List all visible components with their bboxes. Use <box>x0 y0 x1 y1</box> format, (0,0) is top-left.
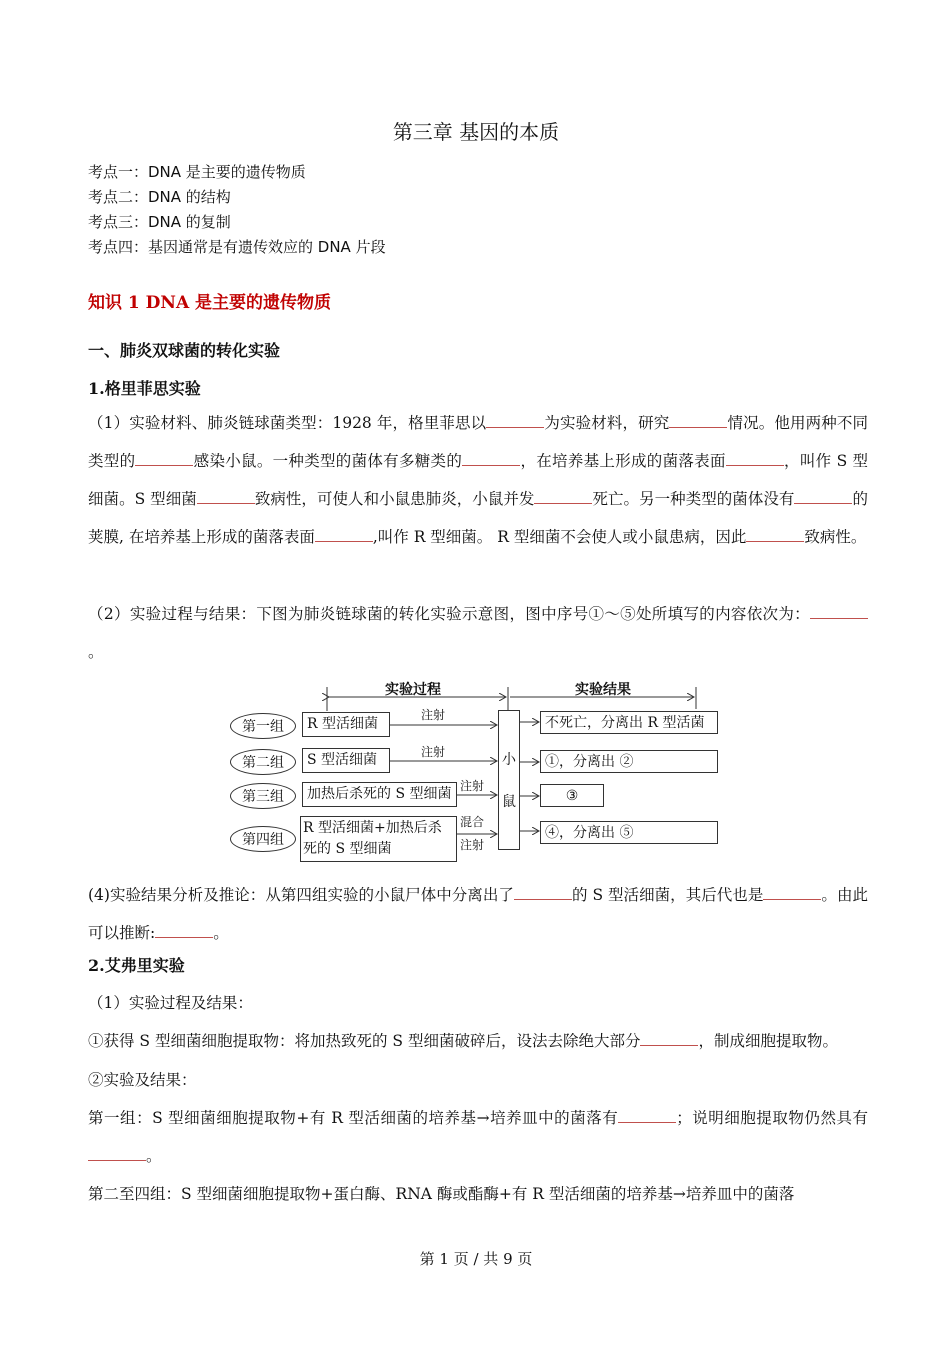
paragraph-text: 的 S 型活细菌，其后代也是 <box>571 886 764 904</box>
fill-blank[interactable] <box>726 451 784 466</box>
paragraph-text: 。 <box>146 1147 162 1165</box>
result-box: ③ <box>540 784 604 807</box>
fill-blank[interactable] <box>88 1146 146 1161</box>
mouse-label: 鼠 <box>502 794 516 810</box>
paragraph-text: ，制成细胞提取物。 <box>698 1032 838 1050</box>
input-box: R 型活细菌+加热后杀死的 S 型细菌 <box>300 816 457 862</box>
group-label: 第二组 <box>230 749 296 775</box>
inject-label: 注射 <box>460 779 485 793</box>
toc-item: 考点二：DNA 的结构 <box>88 188 231 206</box>
result-box: ①，分离出 ② <box>540 750 718 773</box>
paragraph-text: 。由此可以推断: <box>88 886 868 942</box>
paragraph-text: ；说明细胞提取物仍然具有 <box>676 1109 868 1127</box>
paragraph <box>88 1061 868 1099</box>
mix-label: 混合 <box>460 815 485 829</box>
fill-blank[interactable] <box>810 604 868 619</box>
result-box: ④，分离出 ⑤ <box>540 821 718 844</box>
paragraph-text: 。 <box>213 924 229 942</box>
inject-label: 注射 <box>421 745 446 759</box>
paragraph-text: ，在培养基上形成的菌落表面 <box>520 452 726 470</box>
paragraph-text: 第二至四组：S 型细菌细胞提取物+蛋白酶、RNA 酶或酯酶+有 R 型活细菌的培养基→培养皿中的菌落 <box>88 1185 795 1203</box>
result-box: 不死亡，分离出 R 型活菌 <box>540 711 718 734</box>
paragraph <box>88 1175 868 1213</box>
paragraph-text: ，叫作 S 型细菌。S 型细菌 <box>88 452 868 508</box>
subsection-heading: 2.艾弗里实验 <box>88 956 185 975</box>
paragraph-text: （2）实验过程与结果：下图为肺炎链球菌的转化实验示意图，图中序号①～⑤处所填写的内容依次为： <box>88 605 810 623</box>
paragraph-text: 致病性。 <box>804 528 867 546</box>
paragraph <box>88 404 868 556</box>
fill-blank[interactable] <box>135 451 193 466</box>
group-label: 第一组 <box>230 713 296 739</box>
fill-blank[interactable] <box>486 413 544 428</box>
transformation-diagram <box>225 675 725 865</box>
paragraph <box>88 984 868 1022</box>
paragraph-text: (4)实验结果分析及推论：从第四组实验的小鼠尸体中分离出了 <box>88 886 514 904</box>
paragraph <box>88 1099 868 1175</box>
paragraph-text: （1）实验材料、肺炎链球菌类型：1928 年，格里菲思以 <box>88 414 487 432</box>
toc-item: 考点三：DNA 的复制 <box>88 213 231 231</box>
fill-blank[interactable] <box>669 413 727 428</box>
paragraph-text: 感染小鼠。一种类型的菌体有多糖类的 <box>193 452 463 470</box>
toc-item: 考点四：基因通常是有遗传效应的 DNA 片段 <box>88 238 386 256</box>
fill-blank[interactable] <box>462 451 520 466</box>
fill-blank[interactable] <box>763 885 821 900</box>
paragraph <box>88 876 868 952</box>
process-header: 实验过程 <box>385 682 441 698</box>
fill-blank[interactable] <box>315 527 373 542</box>
inject-label: 注射 <box>421 708 446 722</box>
inject-label: 注射 <box>460 838 485 852</box>
fill-blank[interactable] <box>618 1108 676 1123</box>
paragraph-text: ①获得 S 型细菌细胞提取物：将加热致死的 S 型细菌破碎后，设法去除绝大部分 <box>88 1032 641 1050</box>
paragraph <box>88 595 868 671</box>
section-heading: 一、肺炎双球菌的转化实验 <box>88 341 281 360</box>
paragraph-text: 的荚膜, 在培养基上形成的菌落表面 <box>88 490 868 546</box>
paragraph-text: 情况。他用两种不同类型的 <box>88 414 868 470</box>
mouse-box <box>498 710 520 850</box>
group-label: 第四组 <box>230 826 296 852</box>
paragraph-text: 。 <box>88 643 104 661</box>
paragraph-text: 致病性，可使人和小鼠患肺炎，小鼠并发 <box>254 490 535 508</box>
result-header: 实验结果 <box>575 682 631 698</box>
knowledge-heading: 知识 1 DNA 是主要的遗传物质 <box>88 293 332 313</box>
mouse-label: 小 <box>502 752 516 768</box>
fill-blank[interactable] <box>155 923 213 938</box>
input-box: R 型活细菌 <box>302 712 390 737</box>
subsection-heading: 1.格里菲思实验 <box>88 379 201 398</box>
toc-item: 考点一：DNA 是主要的遗传物质 <box>88 163 306 181</box>
paragraph-text: ,叫作 R 型细菌。 R 型细菌不会使人或小鼠患病，因此 <box>372 528 747 546</box>
paragraph-text: （1）实验过程及结果： <box>88 994 253 1012</box>
fill-blank[interactable] <box>640 1031 698 1046</box>
fill-blank[interactable] <box>197 489 255 504</box>
group-label: 第三组 <box>230 783 296 809</box>
fill-blank[interactable] <box>534 489 592 504</box>
paragraph-text: ②实验及结果： <box>88 1071 197 1089</box>
paragraph <box>88 1022 868 1060</box>
fill-blank[interactable] <box>514 885 572 900</box>
paragraph-text: 为实验材料，研究 <box>544 414 670 432</box>
input-box: S 型活细菌 <box>302 748 390 773</box>
fill-blank[interactable] <box>794 489 852 504</box>
input-box: 加热后杀死的 S 型细菌 <box>302 782 457 807</box>
page-footer: 第 1 页 / 共 9 页 <box>419 1250 533 1268</box>
paragraph-text: 死亡。另一种类型的菌体没有 <box>592 490 795 508</box>
paragraph-text: 第一组：S 型细菌细胞提取物+有 R 型活细菌的培养基→培养皿中的菌落有 <box>88 1109 619 1127</box>
fill-blank[interactable] <box>746 527 804 542</box>
chapter-title: 第三章 基因的本质 <box>392 120 560 144</box>
